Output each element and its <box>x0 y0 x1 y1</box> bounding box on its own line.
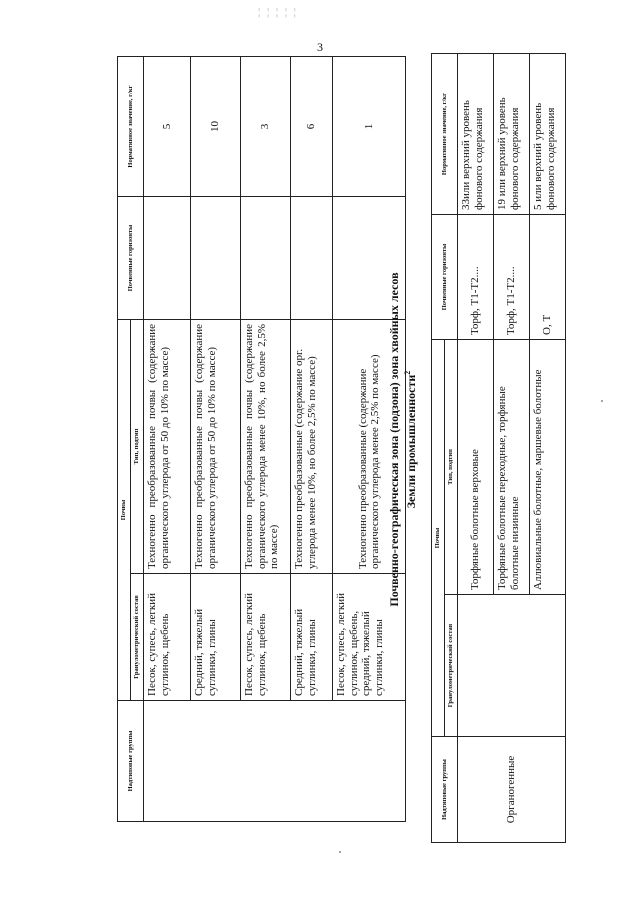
table-1-wrapper <box>117 56 406 822</box>
norm-cell: 33или верхний уровень фонового содержания <box>458 53 494 214</box>
header-type: Тип, подтип <box>445 339 458 594</box>
horizons-cell: О, Т <box>530 214 566 339</box>
section-title-superscript: 2 <box>403 370 412 375</box>
type-cell: Техногенно преобразованные почвы (содержание органического углерода от 50 до 10% по массе) <box>191 319 241 573</box>
header-granulometry: Гранулометрический состав <box>131 574 144 701</box>
page-number: 3 <box>317 40 323 54</box>
section-title-line-2-row <box>401 57 418 822</box>
header-group: Надтиповые группы <box>118 701 144 822</box>
header-horizons: Почвенные горизонты <box>118 196 144 319</box>
header-horizons: Почвенные горизонты <box>432 214 458 339</box>
type-cell: Техногенно преобразованные почвы (содержание органического углерода от 50 до 10% по массе) <box>144 319 191 573</box>
header-norm: Нормативное значение, г/кг <box>118 56 144 196</box>
horizons-cell <box>144 196 191 319</box>
section-title <box>387 57 418 822</box>
section-title-line-2: Земли промышленности <box>404 374 418 509</box>
granulometry-cell: Песок, супесь, легкий суглинок, щебень, средний, тяжелый суглинки, глины <box>333 574 406 701</box>
scan-speck <box>339 851 341 853</box>
type-cell: Техногенно преобразованные (содержание орг. углерода менее 10%, но более 2,5% по массе) <box>291 319 333 573</box>
granulometry-cell: Средний, тяжелый суглинки, глины <box>291 574 333 701</box>
norm-cell: 5 или верхний уровень фонового содержания <box>530 53 566 214</box>
horizons-cell: Торф, Т1-Т2.... <box>458 214 494 339</box>
header-group: Надтиповые группы <box>432 737 458 843</box>
horizons-cell: Торф, Т1-Т2.... <box>494 214 530 339</box>
norm-cell: 10 <box>191 56 241 196</box>
header-type: Тип, подтип <box>131 319 144 573</box>
table-row <box>144 56 191 821</box>
type-cell: Техногенно преобразованные (содержание органического углерода менее 2,5% по массе) <box>333 319 406 573</box>
norm-cell: 19 или верхний уровень фонового содержания <box>494 53 530 214</box>
section-title-line-1: Почвенно-географическая зона (подзона) зона хвойных лесов <box>387 272 401 607</box>
type-cell: Аллювиальные болотные, маршевые болотные <box>530 339 566 594</box>
group-cell <box>144 701 406 822</box>
header-soils: Почвы <box>118 319 131 700</box>
type-cell: Техногенно преобразованные почвы (содержание органического углерода менее 10%, но более 2,5% по массе) <box>241 319 291 573</box>
norm-cell: 6 <box>291 56 333 196</box>
type-cell: Торфяные болотные верховые <box>458 339 494 594</box>
granulometry-cell: Средний, тяжелый суглинки, глины <box>191 574 241 701</box>
header-soils: Почвы <box>432 339 445 736</box>
header-norm: Нормативное значение, г/кг <box>432 53 458 214</box>
norm-cell: 5 <box>144 56 191 196</box>
header-granulometry: Гранулометрический состав <box>445 595 458 737</box>
table-2-wrapper <box>431 53 566 843</box>
table-1 <box>117 56 406 822</box>
type-cell: Торфяные болотные переходные, торфяные болотные низинные <box>494 339 530 594</box>
table-row <box>458 53 494 842</box>
norm-cell: 3 <box>241 56 291 196</box>
granulometry-cell: Песок, супесь, легкий суглинок, щебень <box>144 574 191 701</box>
granulometry-cell <box>458 595 566 737</box>
scan-noise: ¦ ¦ ¦ ¦ ¦ <box>258 6 299 18</box>
horizons-cell <box>241 196 291 319</box>
table-2 <box>431 53 566 843</box>
norm-cell: 1 <box>333 56 406 196</box>
horizons-cell <box>291 196 333 319</box>
granulometry-cell: Песок, супесь, легкий суглинок, щебень <box>241 574 291 701</box>
group-cell: Органогенные <box>458 737 566 843</box>
scan-speck <box>601 400 603 402</box>
horizons-cell <box>191 196 241 319</box>
